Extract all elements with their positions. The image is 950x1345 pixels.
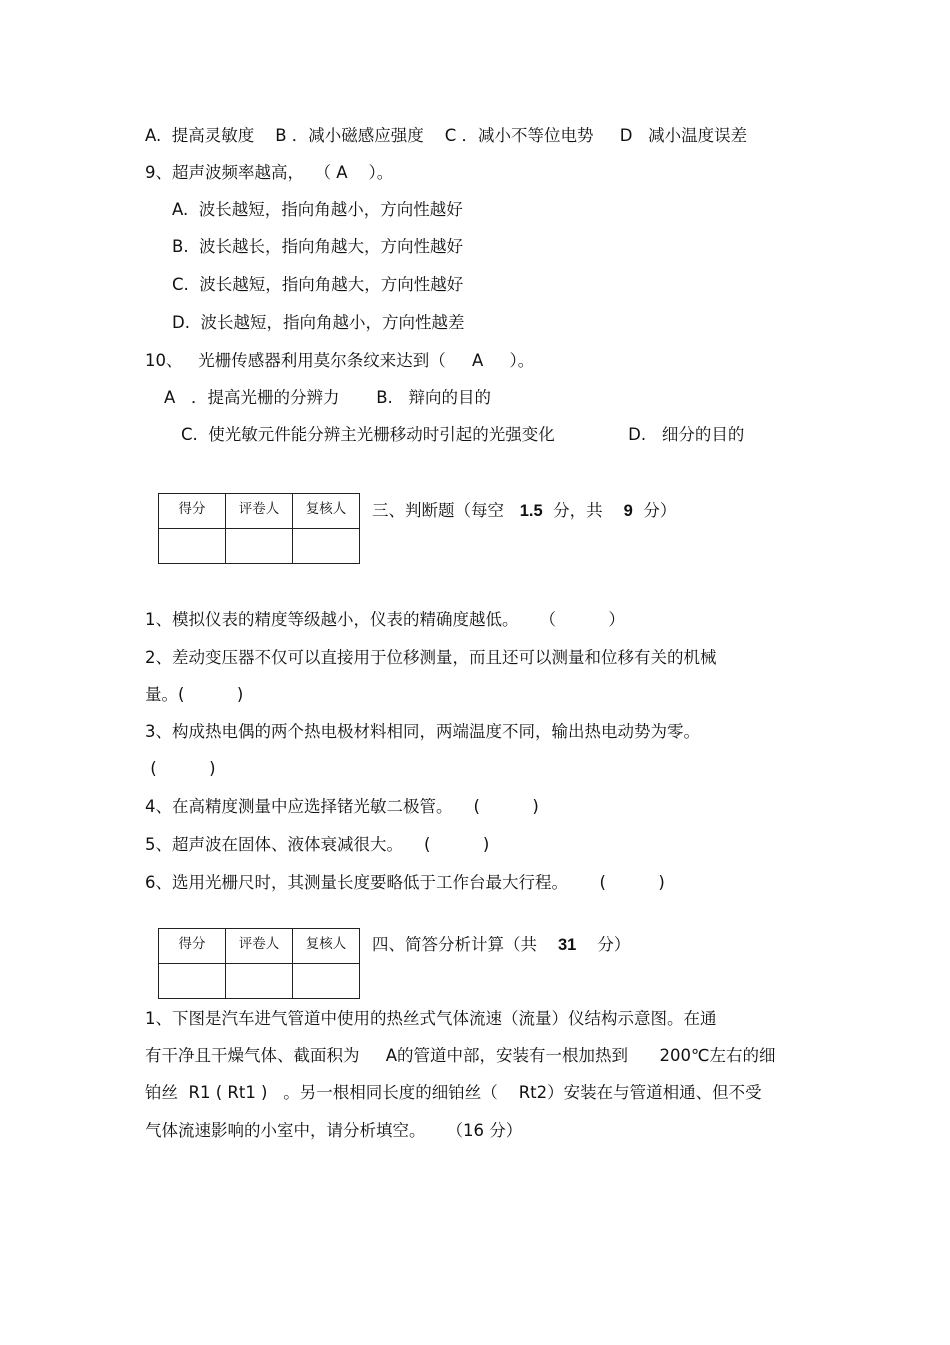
table-cell <box>226 529 293 564</box>
table-cell <box>293 964 360 999</box>
table-cell <box>226 964 293 999</box>
table-header-reviewer: 复核人 <box>293 494 360 529</box>
analysis-question-1-line3: 铂丝 R1 ( Rt1 ) 。另一根相同长度的细铂丝（ Rt2）安装在与管道相通、但不受 <box>145 1083 762 1102</box>
question-10: 10、 光栅传感器利用莫尔条纹来达到（ A ）。 <box>145 351 535 370</box>
option-ab: A ．提高光栅的分辨力 B. 辩向的目的 <box>164 388 492 407</box>
table-header-grader: 评卷人 <box>226 929 293 964</box>
score-table <box>158 493 360 564</box>
option-d: D. 波长越短，指向角越小，方向性越差 <box>172 313 465 332</box>
option-line: A. 提高灵敏度 B ．减小磁感应强度 C ．减小不等位电势 D 减小温度误差 <box>145 126 748 145</box>
table-header-grader: 评卷人 <box>226 494 293 529</box>
judgement-4: 4、在高精度测量中应选择锗光敏二极管。 ( ) <box>145 797 539 816</box>
section-title-4: 四、简答分析计算（共 31 分） <box>372 935 631 954</box>
judgement-3-cont: ( ) <box>145 759 216 778</box>
judgement-5: 5、超声波在固体、液体衰减很大。 ( ) <box>145 835 490 854</box>
score-table <box>158 928 360 999</box>
table-cell <box>293 529 360 564</box>
table-header-score: 得分 <box>159 929 226 964</box>
option-cd: C. 使光敏元件能分辨主光栅移动时引起的光强变化 D. 细分的目的 <box>181 425 745 444</box>
option-a: A. 波长越短，指向角越小，方向性越好 <box>172 200 463 219</box>
analysis-question-1-line2: 有干净且干燥气体、截面积为 A的管道中部，安装有一根加热到 200℃左右的细 <box>145 1046 776 1065</box>
judgement-2-cont: 量。( ) <box>145 685 244 704</box>
judgement-3: 3、构成热电偶的两个热电极材料相同，两端温度不同，输出热电动势为零。 <box>145 722 700 741</box>
judgement-1: 1、模拟仪表的精度等级越小，仪表的精确度越低。 （ ） <box>145 610 625 629</box>
analysis-question-1-line4: 气体流速影响的小室中，请分析填空。 （16 分） <box>145 1121 523 1140</box>
judgement-6: 6、选用光栅尺时，其测量长度要略低于工作台最大行程。 ( ) <box>145 873 665 892</box>
table-cell <box>159 964 226 999</box>
judgement-2: 2、差动变压器不仅可以直接用于位移测量，而且还可以测量和位移有关的机械 <box>145 648 717 667</box>
question-9: 9、超声波频率越高， （ A ）。 <box>145 163 394 182</box>
table-header-reviewer: 复核人 <box>293 929 360 964</box>
section-title-3: 三、判断题（每空 1.5 分，共 9 分） <box>372 501 677 520</box>
option-b: B. 波长越长，指向角越大，方向性越好 <box>172 237 464 256</box>
table-header-score: 得分 <box>159 494 226 529</box>
table-cell <box>159 529 226 564</box>
analysis-question-1: 1、下图是汽车进气管道中使用的热丝式气体流速（流量）仪结构示意图。在通 <box>145 1009 717 1028</box>
option-c: C. 波长越短，指向角越大，方向性越好 <box>172 275 464 294</box>
